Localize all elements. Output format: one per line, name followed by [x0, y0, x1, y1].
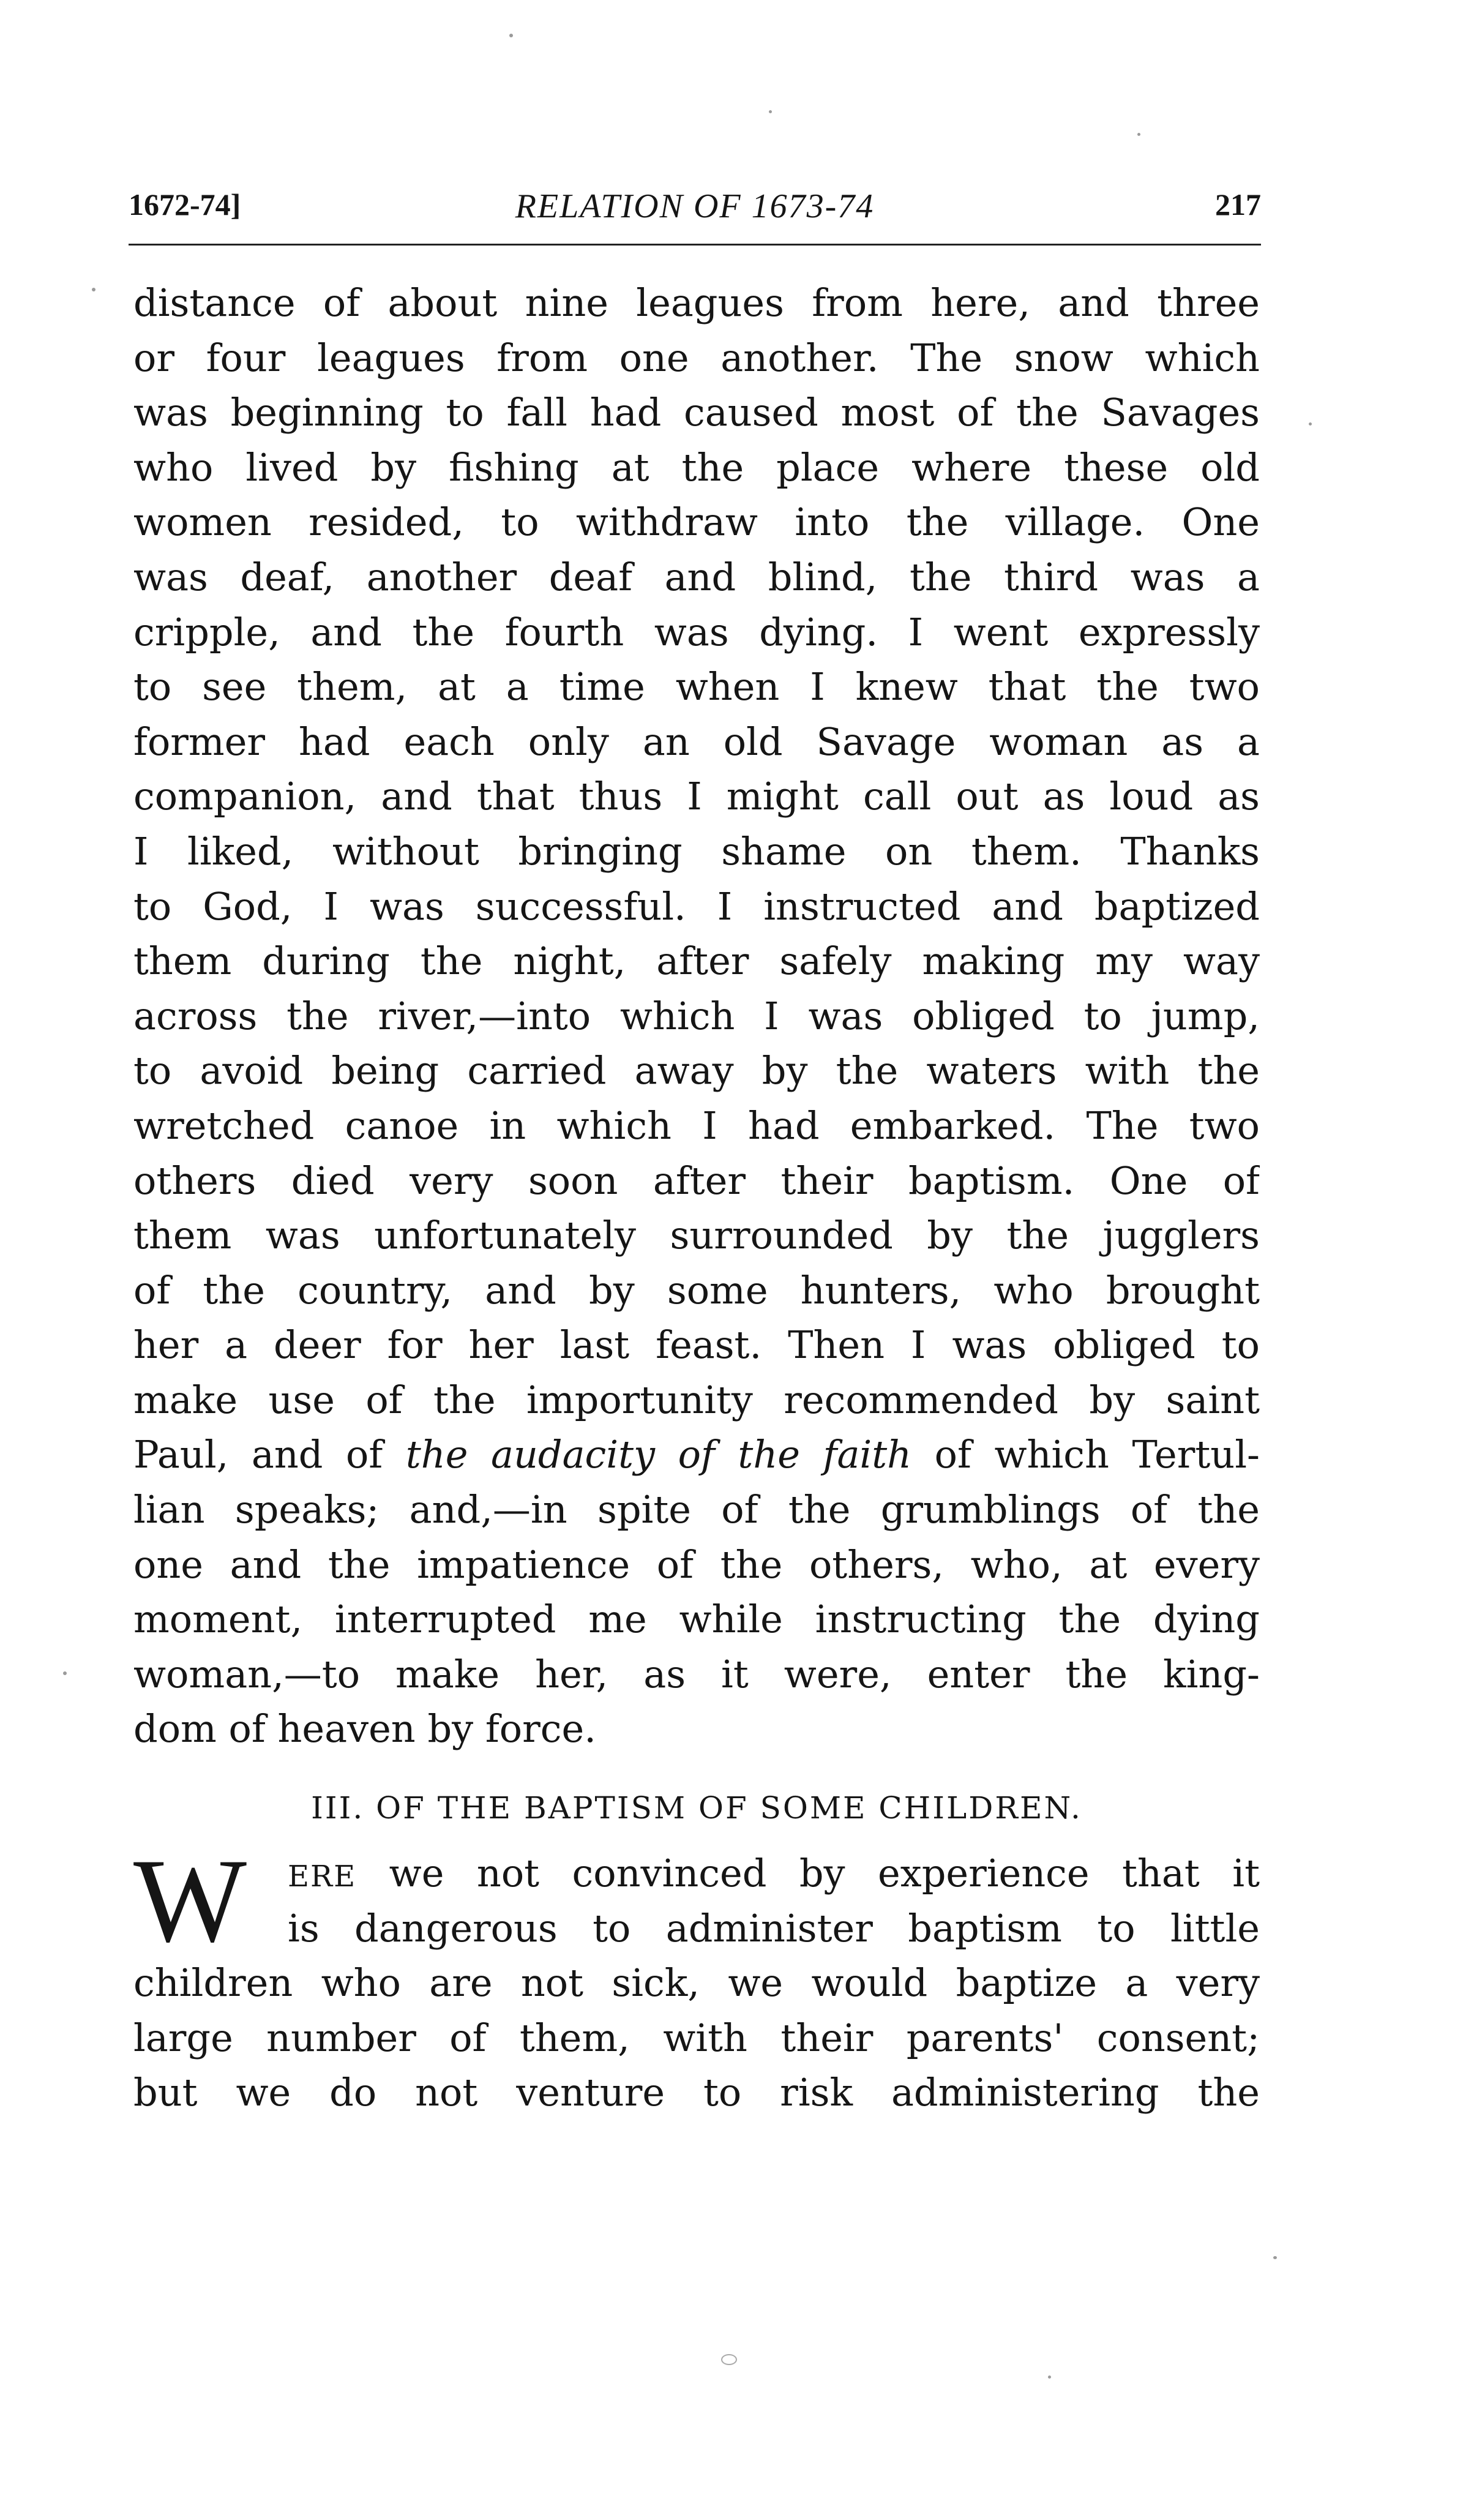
header-year-range: 1672-74]	[129, 187, 241, 222]
text-line: make use of the importunity recommended by saint	[133, 1377, 1260, 1422]
print-speck	[1309, 422, 1312, 426]
text-line: is dangerous to administer baptism to little	[288, 1905, 1260, 1951]
text-line: large number of them, with their parents' consent;	[133, 2015, 1260, 2060]
text-line: to avoid being carried away by the waters with the	[133, 1048, 1260, 1093]
text-line: I liked, without bringing shame on them. Thanks	[133, 828, 1260, 874]
text-line: moment, interrupted me while instructing the dying	[133, 1597, 1260, 1642]
text-line: lian speaks; and,—in spite of the grumblings of the	[133, 1487, 1260, 1532]
drop-cap: W	[133, 1834, 247, 1967]
running-header	[129, 187, 1261, 236]
text-line: distance of about nine leagues from here, and three	[133, 280, 1260, 325]
page-number: 217	[1215, 187, 1261, 222]
paragraph-1	[133, 276, 1260, 1757]
print-speck	[769, 110, 772, 113]
text-line: former had each only an old Savage woman as a	[133, 719, 1260, 764]
text-line: one and the impatience of the others, who, at every	[133, 1542, 1260, 1587]
paragraph-2	[133, 1834, 1260, 2120]
print-speck	[1048, 2376, 1051, 2379]
small-caps-word: ERE	[288, 1859, 357, 1894]
text-line-with-italic	[133, 1427, 1260, 1482]
text-line: dom of heaven by force.	[133, 1706, 596, 1752]
text-line: them during the night, after safely making my way	[133, 939, 1260, 984]
text-line: her a deer for her last feast. Then I was obliged to	[133, 1322, 1260, 1368]
text-line: others died very soon after their baptism. One of	[133, 1158, 1260, 1203]
italic-phrase: the audacity of the faith	[405, 1432, 912, 1477]
text-segment: of which Tertul-	[911, 1432, 1260, 1477]
text-line: or four leagues from one another. The snow which	[133, 335, 1260, 380]
text-line: who lived by fishing at the place where these old	[133, 444, 1260, 490]
print-speck	[92, 288, 95, 291]
text-line: companion, and that thus I might call out as loud as	[133, 774, 1260, 819]
text-segment: Paul, and of	[133, 1432, 406, 1477]
text-line	[133, 1846, 1260, 1901]
text-line: to God, I was successful. I instructed and baptized	[133, 883, 1260, 929]
header-rule	[129, 244, 1261, 246]
text-line: to see them, at a time when I knew that the two	[133, 664, 1260, 710]
text-line: children who are not sick, we would baptize a very	[133, 1960, 1260, 2006]
print-speck	[1137, 133, 1140, 136]
section-heading: III. OF THE BAPTISM OF SOME CHILDREN.	[311, 1790, 1082, 1826]
text-line: wretched canoe in which I had embarked. The two	[133, 1103, 1260, 1148]
text-line: across the river,—into which I was obliged to jump,	[133, 993, 1260, 1038]
text-line: woman,—to make her, as it were, enter the king-	[133, 1651, 1260, 1697]
print-speck	[1273, 2256, 1277, 2259]
print-speck	[63, 1671, 67, 1675]
text-line: them was unfortunately surrounded by the jugglers	[133, 1213, 1260, 1258]
print-speck	[509, 34, 513, 37]
text-line: was beginning to fall had caused most of the Savages	[133, 390, 1260, 435]
text-line: women resided, to withdraw into the village. One	[133, 500, 1260, 545]
print-speck	[721, 2354, 737, 2365]
text-line: but we do not venture to risk administering the	[133, 2070, 1260, 2115]
text-line: was deaf, another deaf and blind, the third was a	[133, 554, 1260, 599]
text-line: of the country, and by some hunters, who brought	[133, 1267, 1260, 1313]
text-line: cripple, and the fourth was dying. I went expressly	[133, 609, 1260, 654]
text-segment: we not convinced by experience that it	[356, 1851, 1260, 1896]
header-title: RELATION OF 1673-74	[515, 187, 875, 225]
